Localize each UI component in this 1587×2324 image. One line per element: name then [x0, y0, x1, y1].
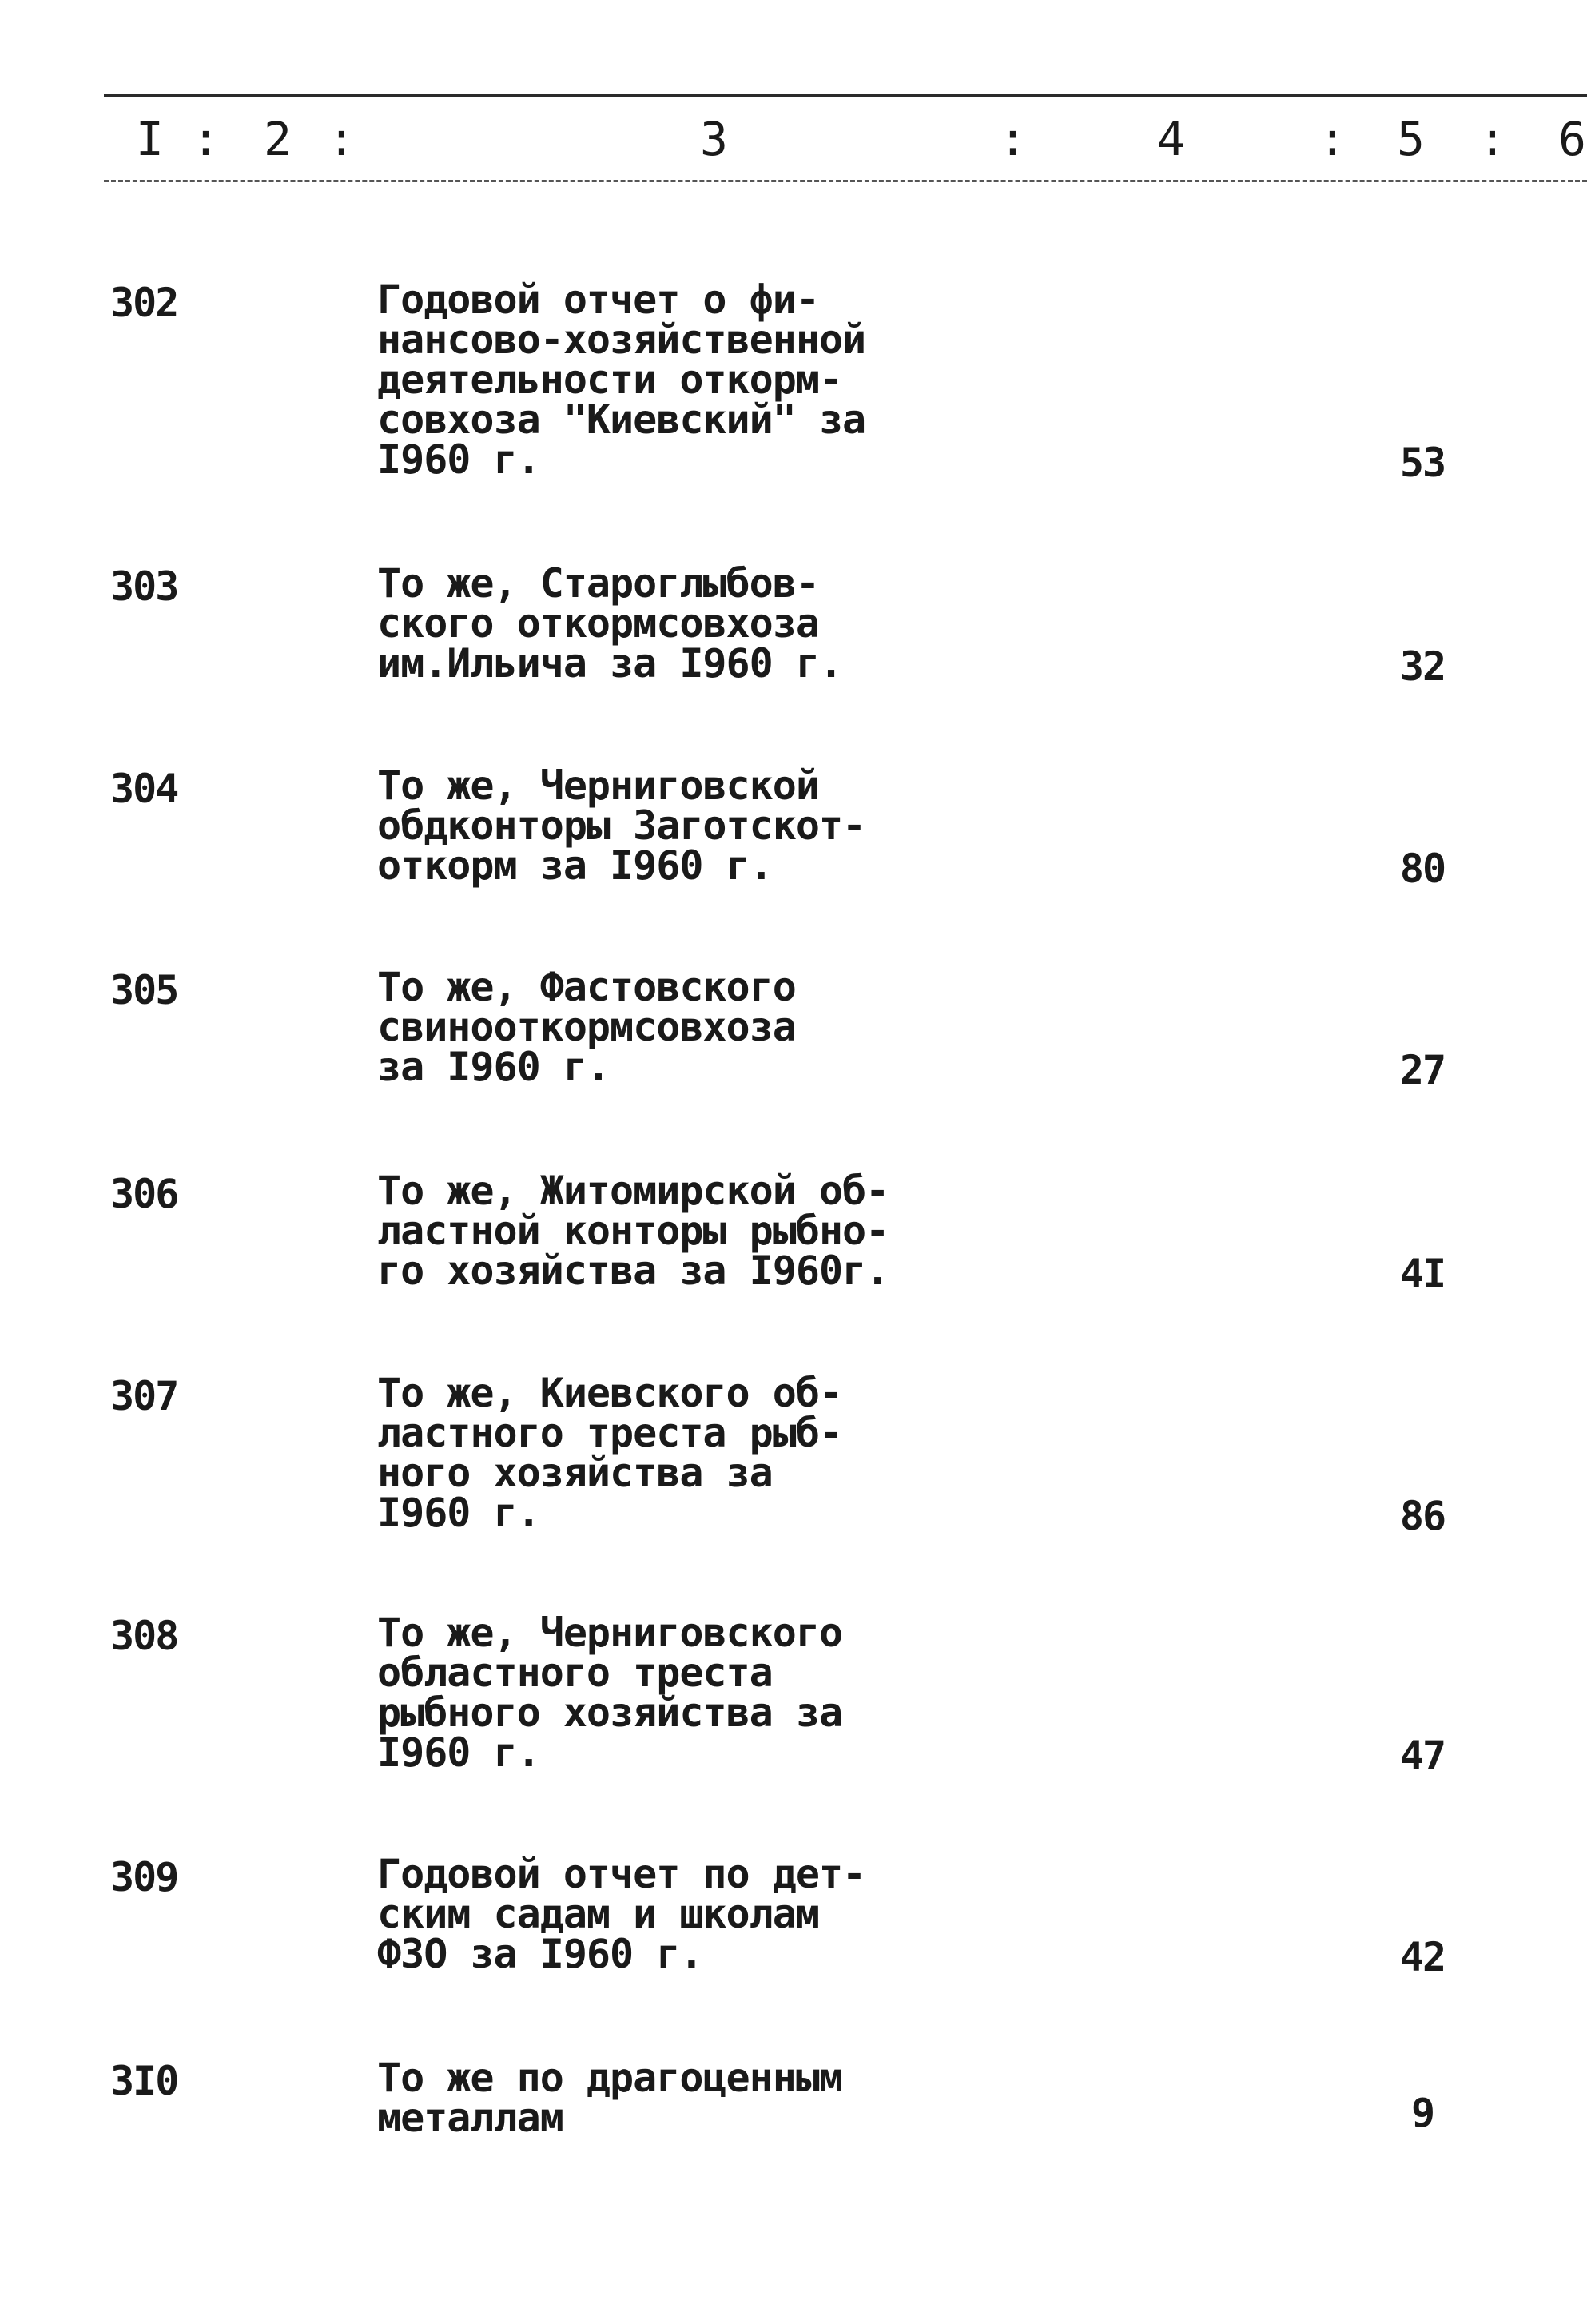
- entry-description: То же, Житомирской об- ластной конторы рыбно- го хозяйства за I960г.: [377, 1168, 889, 1294]
- entry-number: 303: [110, 563, 178, 610]
- entry-page-count: 9: [1410, 2090, 1434, 2136]
- entry-description: То же, Фастовского свинооткормсовхоза за I960 г.: [377, 964, 796, 1090]
- entry-page-count: 4I: [1399, 1251, 1446, 1297]
- column-header-2: 2: [264, 112, 292, 166]
- entry-number: 309: [110, 1854, 178, 1900]
- entry-page-count: 53: [1399, 440, 1446, 486]
- entry-page-count: 32: [1399, 643, 1446, 690]
- entry-number: 304: [110, 766, 178, 812]
- column-header-row: [0, 112, 1587, 168]
- entry-number: 308: [110, 1613, 178, 1659]
- column-separator: :: [192, 112, 220, 166]
- entry-number: 305: [110, 967, 178, 1013]
- column-header-1: I: [136, 112, 164, 166]
- entry-number: 306: [110, 1171, 178, 1217]
- column-header-6: 6: [1558, 112, 1586, 166]
- entry-description: То же, Староглыбов- ского откормсовхоза им.Ильича за I960 г.: [377, 560, 843, 686]
- entry-description: То же, Киевского об- ластного треста рыб- ного хозяйства за I960 г.: [377, 1370, 843, 1536]
- column-separator: :: [999, 112, 1027, 166]
- entry-number: 302: [110, 280, 178, 326]
- entry-number: 3I0: [110, 2058, 178, 2104]
- entry-description: То же, Черниговского областного треста рыбного хозяйства за I960 г.: [377, 1610, 843, 1776]
- header-bottom-rule: [104, 180, 1587, 182]
- entry-page-count: 42: [1399, 1934, 1446, 1980]
- column-header-4: 4: [1157, 112, 1185, 166]
- entry-description: То же по драгоценным металлам: [377, 2055, 843, 2141]
- entry-description: Годовой отчет о фи- нансово-хозяйственной деятельности откорм- совхоза "Киевский" за I960 г.: [377, 277, 866, 483]
- entry-page-count: 80: [1399, 846, 1446, 892]
- entry-page-count: 47: [1399, 1733, 1446, 1779]
- column-separator: :: [1478, 112, 1506, 166]
- column-header-3: 3: [700, 112, 728, 166]
- column-header-5: 5: [1397, 112, 1425, 166]
- header-top-rule: [104, 94, 1587, 97]
- column-separator: :: [1319, 112, 1346, 166]
- entry-page-count: 86: [1399, 1493, 1446, 1539]
- entry-description: То же, Черниговской обдконторы Заготскот- откорм за I960 г.: [377, 762, 866, 889]
- entry-number: 307: [110, 1373, 178, 1419]
- entry-page-count: 27: [1399, 1047, 1446, 1093]
- column-separator: :: [328, 112, 356, 166]
- entry-description: Годовой отчет по дет- ским садам и школам ФЗО за I960 г.: [377, 1851, 866, 1977]
